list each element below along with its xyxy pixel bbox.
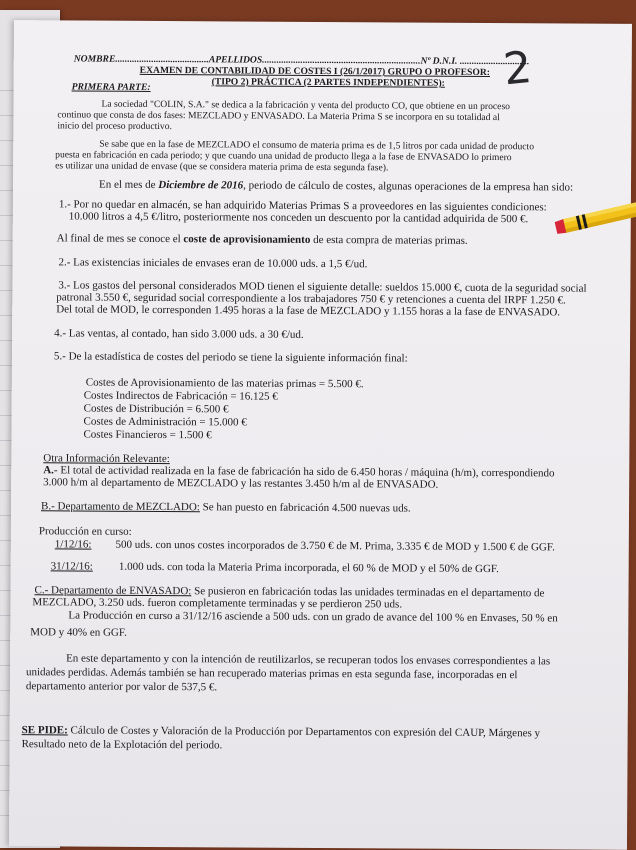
intro-line-1: La sociedad "COLIN, S.A." se dedica a la fabricación y venta del producto CO, que obtiene en un proceso (101, 98, 511, 113)
item-5: 5.- De la estadística de costes del periodo se tiene la siguiente información final: (53, 350, 408, 365)
exam-sheet (9, 20, 632, 850)
item-3-line-3: Del total de MOD, le corresponden 1.495 horas a la fase de MEZCLADO y 1.155 horas a la fase de ENVASADO. (56, 303, 561, 319)
wip-title: Producción en curso: (38, 525, 132, 538)
item-2: 2.- Las existencias iniciales de envases eran de 10.000 uds. a 1,5 €/ud. (58, 256, 368, 271)
period-line: En el mes de Diciembre de 2016, periodo de cálculo de costes, algunas operaciones de la empresa han sido: (98, 178, 574, 194)
request-label: SE PIDE: (21, 724, 68, 737)
cost-line: Costes de Distribución = 6.500 € (83, 402, 229, 416)
part-heading: PRIMERA PARTE: (71, 81, 151, 93)
handwritten-sheet-number: 2 (501, 41, 535, 96)
period-month: Diciembre de 2016 (158, 178, 244, 192)
dept-c-line-6: unidades perdidas. Además también se han recuperado materias primas en esta segunda fase, incorporadas en el (25, 666, 518, 682)
dept-c-line-4: MOD y 40% en GGF. (30, 626, 127, 639)
dept-b-title: B.- Departamento de MEZCLADO: (40, 500, 200, 514)
student-info-line: NOMBRE.......................................APELLIDOS..................................................................Nº D.N.I. ............................. (73, 53, 530, 68)
intro-line-2: continuo que consta de dos fases: MEZCLADO y ENVASADO. La Materia Prima S se incorpora en su totalidad al (57, 109, 500, 124)
exam-title: EXAMEN DE CONTABILIDAD DE COSTES I (26/1/2017) GRUPO O PROFESOR: (139, 64, 491, 79)
request-line-1: SE PIDE: Cálculo de Costes y Valoración de la Producción por Departamentos con expresión del CAUP, Márgenes y (21, 724, 541, 740)
cost-line: Costes Financieros = 1.500 € (83, 428, 212, 442)
intro-line-6: es utilizar una unidad de envase (que se considera materia prima de esta segunda fase). (55, 160, 389, 174)
intro-line-5: puesta en fabricación en cada periodo; y que cuando una unidad de producto llega a la fase de ENVASADO lo primero (55, 149, 512, 164)
dept-c-line-3: La Producción en curso a 31/12/16 asciende a 500 uds. con un grado de avance del 100 % en Envases, 50 % en (68, 609, 558, 625)
dept-c-line-5: En este departamento y con la intención de reutilizarlos, se recuperan todos los envases correspondientes a las (66, 652, 551, 668)
cost-line: Costes de Administración = 15.000 € (83, 415, 247, 429)
item-3-line-2: patronal 3.550 €, seguridad social correspondiente a los trabajadores 750 € y retenciones a cuenta del IRPF 1.250 €. (56, 291, 566, 307)
cost-line: Costes de Aprovisionamiento de las materias primas = 5.500 €. (85, 376, 364, 391)
intro-line-4: Se sabe que en la fase de MEZCLADO el consumo de materia prima es de 1,5 litros por cada unidad de producto (99, 138, 535, 153)
dept-c-title: C.- Departamento de ENVASADO: (34, 584, 192, 598)
dept-c-line-2: MEZCLADO, 3.250 uds. fueron completamente terminadas y se perdieron 250 uds. (32, 596, 403, 611)
other-info-title: Otra Información Relevante: (43, 452, 170, 466)
item-1-note: Al final de mes se conoce el coste de aprovisionamiento de esta compra de materias primas. (56, 232, 468, 247)
dept-c-line-1: C.- Departamento de ENVASADO: Se pusieron en fabricación todas las unidades terminadas en el departamento de (34, 584, 545, 600)
other-info-a-line-2: 3.000 h/m al departamento de MEZCLADO y las restantes 3.450 h/m al de ENVASADO. (43, 476, 439, 491)
intro-line-3: inicio del proceso productivo. (57, 120, 172, 133)
item-1-line-1: 1.- Por no quedar en almacén, se han adquirido Materias Primas S a proveedores en las siguientes condiciones: (58, 198, 547, 214)
wip-line-2: 31/12/16: 1.000 uds. con toda la Materia Prima incorporada, el 60 % de MOD y el 50% de GGF. (50, 560, 499, 576)
request-line-2: Resultado neto de la Explotación del periodo. (21, 738, 223, 752)
wip-line-1: 1/12/16: 500 uds. con unos costes incorporados de 3.750 € de M. Prima, 3.335 € de MOD y 1.500 € de GGF. (54, 538, 555, 554)
item-3-line-1: 3.- Los gastos del personal considerados MOD tienen el siguiente detalle: sueldos 15.000 €, cuota de la seguridad social (58, 279, 587, 295)
dept-c-line-7: departamento anterior por valor de 537,5 €. (25, 680, 218, 694)
dept-b-line: B.- Departamento de MEZCLADO: Se han puesto en fabricación 4.500 nuevas uds. (40, 500, 411, 515)
cost-line: Costes Indirectos de Fabricación = 16.125 € (83, 389, 278, 403)
item-1-line-2: 10.000 litros a 4,5 €/litro, posteriormente nos conceden un descuento por la cantidad adquirida de 500 €. (68, 210, 529, 226)
other-info-a-line-1: A.- El total de actividad realizada en la fase de fabricación ha sido de 6.450 horas / máquina (h/m), correspondiendo (43, 464, 555, 480)
item-4: 4.- Las ventas, al contado, han sido 3.000 uds. a 30 €/ud. (54, 327, 304, 341)
exam-subtitle: (TIPO 2) PRÁCTICA (2 PARTES INDEPENDIENTES): (211, 76, 445, 89)
